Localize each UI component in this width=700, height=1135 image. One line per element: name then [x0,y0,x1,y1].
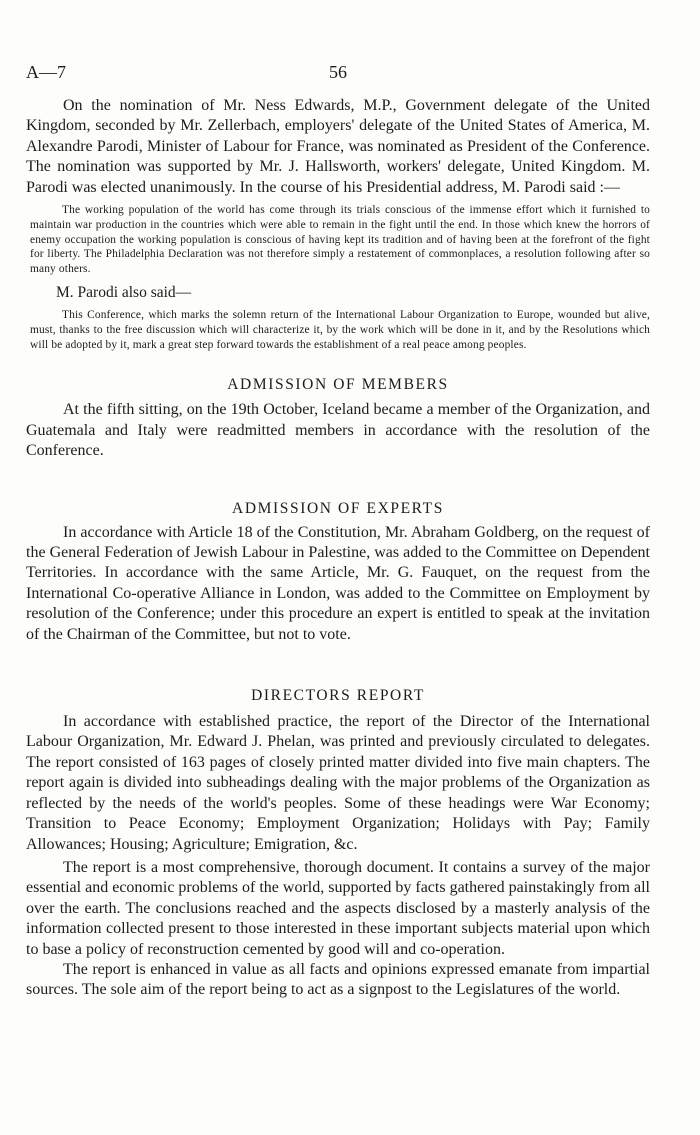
page-number: 56 [329,62,347,82]
admission-of-members-paragraph: At the fifth sitting, on the 19th October, Iceland became a member of the Organization, and Guatemala and Italy were readmitted members in accordance with the resolution of the Conference. [26,401,650,460]
admission-of-experts-paragraph: In accordance with Article 18 of the Constitution, Mr. Abraham Goldberg, on the request of the General Federation of Jewish Labour in Palestine, was added to the Committee on Dependent Territories. In accordance with the same Article, Mr. G. Fauquet, on the request from the International Co-operative Alliance in London, was added to the Committee on Employment by resolution of the Conference; under this procedure an expert is entitled to speak at the invitation of the Chairman of the Committee, but not to vote. [26,523,650,643]
directors-report-heading: DIRECTORS REPORT [251,687,425,705]
second-quote: This Conference, which marks the solemn return of the International Labour Organization to Europe, wounded but alive, must, thanks to the free discussion which will characterize it, by the work which will be done in it, and by the Resolutions which will be adopted by it, mark a great step forward towards the establishment of a real peace among peoples. [30,309,650,351]
admission-of-experts-heading: ADMISSION OF EXPERTS [232,499,444,517]
presidential-address-quote: The working population of the world has come through its trials conscious of the immense effort which it furnished to maintain war production in the countries which were able to remain in the fight until the end. In those which knew the horrors of enemy occupation the working population is conscious of having kept its tradition and of having been at the forefront of the fight for liberty. The Philadelphia Declaration was not therefore simply a restatement of commonplaces, a resolution following after so many others. [30,204,650,276]
admission-of-members-heading: ADMISSION OF MEMBERS [227,376,449,394]
intro-paragraph: On the nomination of Mr. Ness Edwards, M.P., Government delegate of the United Kingdom, seconded by Mr. Zellerbach, employers' delegate of the United States of America, M. Alexandre Parodi, Minister of Labour for France, was nominated as President of the Conference. The nomination was supported by Mr. J. Hallsworth, workers' delegate, United Kingdom. M. Parodi was elected unanimously. In the course of his Presidential address, M. Parodi said :— [26,97,650,196]
also-said-line: M. Parodi also said— [56,284,192,302]
directors-report-paragraph-2: The report is a most comprehensive, thorough document. It contains a survey of the major essential and economic problems of the world, supported by facts gathered painstakingly from all over the earth. The conclusions reached and the aspects disclosed by a masterly analysis of the information collected present to those interested in these important subjects material upon which to base a policy of reconstruction cemented by good will and co-operation. [26,858,650,958]
directors-report-paragraph-1: In accordance with established practice, the report of the Director of the International Labour Organization, Mr. Edward J. Phelan, was printed and previously circulated to delegates. The report consisted of 163 pages of closely printed matter divided into five main chapters. The report again is divided into subheadings dealing with the major problems of the Organization as reflected by the needs of the world's peoples. Some of these headings were War Economy; Transition to Peace Economy; Employment Organization; Holidays with Pay; Family Allowances; Housing; Agriculture; Emigration, &c. [26,713,650,853]
page-content [26,96,650,1001]
directors-report-paragraph-3: The report is enhanced in value as all facts and opinions expressed emanate from impartial sources. The sole aim of the report being to act as a signpost to the Legislatures of the world. [26,960,650,999]
document-reference: A—7 [26,62,66,82]
page-header [26,62,650,86]
